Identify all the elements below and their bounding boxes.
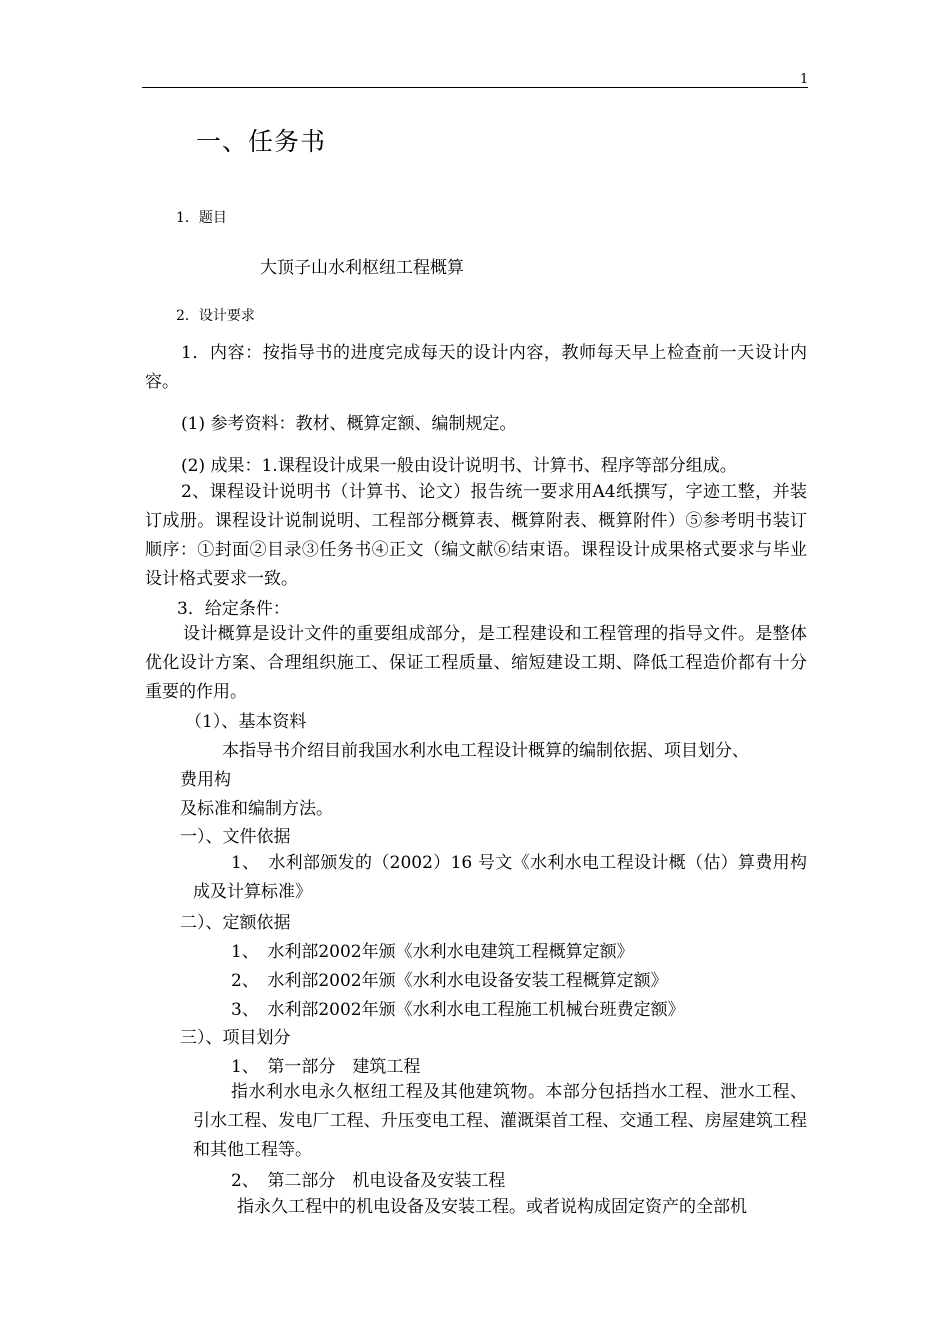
header-rule — [142, 87, 808, 88]
section1-label: 1．题目 — [176, 210, 227, 226]
part1-label: 1、 第一部分 建筑工程 — [231, 1057, 421, 1077]
report-paragraph: 2、课程设计说明书（计算书、论文）报告统一要求用A4纸撰写，字迹工整，并装订成册。课程设计说制说明、工程部分概算表、概算附表、概算附件）⑤参考明书装订顺序：①封面②目录③任务书④正文（编文献⑥结束语。课程设计成果格式要求与毕业设计格式要求一致。 — [145, 482, 807, 589]
quota-item: 2、 水利部2002年颁《水利水电设备安装工程概算定额》 — [231, 971, 668, 991]
project-title: 大顶子山水利枢纽工程概算 — [260, 258, 464, 278]
quota-basis-label: 二）、定额依据 — [180, 913, 291, 933]
quota-item: 1、 水利部2002年颁《水利水电建筑工程概算定额》 — [231, 942, 634, 962]
content-paragraph: 1．内容：按指导书的进度完成每天的设计内容，教师每天早上检查前一天设计内容。 — [145, 343, 807, 392]
page-number: 1 — [800, 72, 809, 87]
reference-materials: (1) 参考资料：教材、概算定额、编制规定。 — [181, 414, 517, 434]
basic-data-label: （1）、基本资料 — [185, 712, 307, 732]
quota-item: 3、 水利部2002年颁《水利水电工程施工机械台班费定额》 — [231, 1000, 685, 1020]
section-heading: 一、任务书 — [196, 127, 327, 156]
basic-data-line1: 本指导书介绍目前我国水利水电工程设计概算的编制依据、项目划分、 — [222, 741, 749, 761]
document-basis-label: 一）、文件依据 — [180, 827, 291, 847]
basic-data-line3: 及标准和编制方法。 — [180, 799, 333, 819]
section2-label: 2．设计要求 — [176, 308, 255, 324]
intro-paragraph: 设计概算是设计文件的重要组成部分，是工程建设和工程管理的指导文件。是整体优化设计方案、合理组织施工、保证工程质量、缩短建设工期、降低工程造价都有十分重要的作用。 — [145, 624, 807, 702]
section3-label: 3．给定条件： — [177, 599, 290, 619]
part2-description: 指永久工程中的机电设备及安装工程。或者说构成固定资产的全部机 — [237, 1197, 747, 1217]
part1-description: 指水利水电永久枢纽工程及其他建筑物。本部分包括挡水工程、泄水工程、引水工程、发电厂工程、升压变电工程、灌溉渠首工程、交通工程、房屋建筑工程和其他工程等。 — [193, 1082, 807, 1160]
project-division-label: 三）、项目划分 — [180, 1028, 291, 1048]
document-basis-item: 1、 水利部颁发的（2002）16 号文《水利水电工程设计概（估）算费用构成及计算标准》 — [193, 853, 807, 902]
basic-data-line2: 费用构 — [180, 770, 231, 790]
results-line: (2) 成果：1.课程设计成果一般由设计说明书、计算书、程序等部分组成。 — [181, 456, 737, 476]
part2-label: 2、 第二部分 机电设备及安装工程 — [231, 1171, 506, 1191]
